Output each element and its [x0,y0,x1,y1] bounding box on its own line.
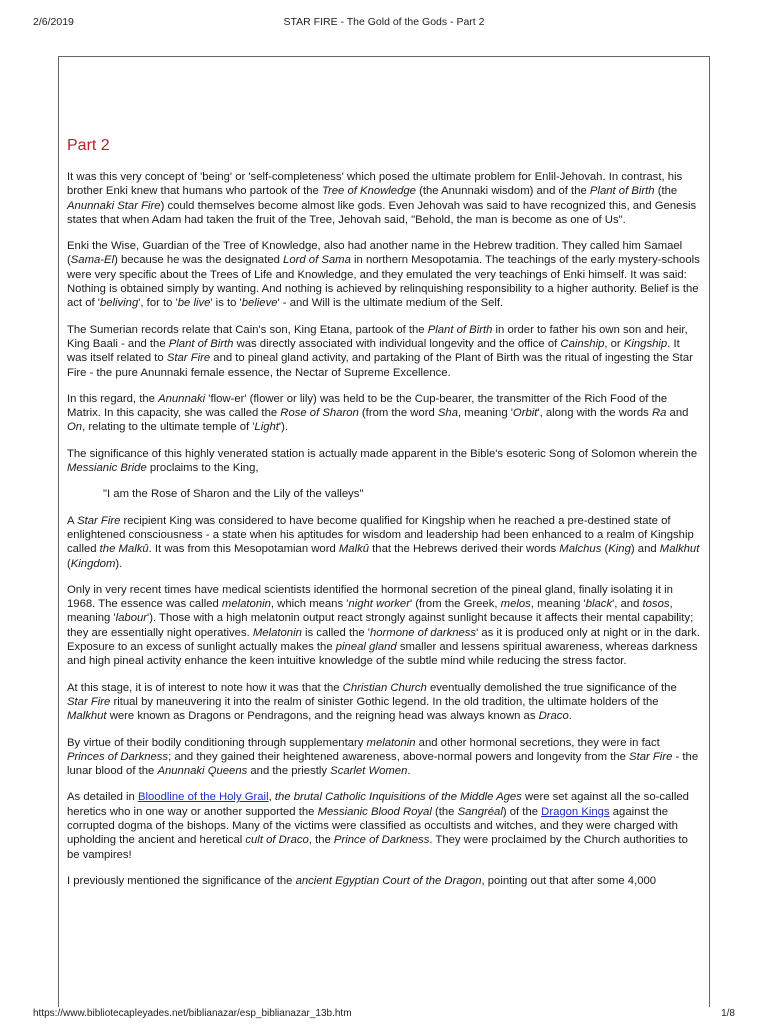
text-run: was directly associated with individual longevity and the office of [233,337,561,350]
paragraph-9 [67,736,700,779]
text-run: and to pineal gland activity, and partaking of the Plant of Birth was the ritual of ingesting the Star Fire - the pure Anunnaki female essence, the Nectar of Supreme Excellence. [67,352,693,379]
paragraph-1 [67,170,700,227]
italic-term: melatonin [366,736,416,749]
italic-term: Star Fire [67,695,111,708]
italic-term: Star Fire [166,352,211,365]
text-run: It was this very concept of 'being' or 'self-completeness' which posed the ultimate problem for Enlil-Jehovah. In contrast, his brother Enki knew that humans who partook of the [67,171,683,198]
italic-term: beliving [99,297,139,310]
italic-term: Messianic Blood Royal [317,805,432,818]
text-run: in order to father his own son and heir, King Baali - and the [67,323,688,350]
text-run: ( [67,557,71,570]
text-run: ', and [612,598,643,611]
text-run: , relating to the ultimate temple of ' [82,421,255,434]
text-run: , pointing out that after some 4,000 [481,874,657,887]
text-run: ) of the [502,805,542,818]
text-run: '). Those with a high melatonin output react strongly against sunlight because it affects their mental capability; they are essentially night operatives. [67,612,694,639]
print-date: 2/6/2019 [33,16,74,28]
print-title: STAR FIRE - The Gold of the Gods - Part 2 [283,16,485,28]
italic-term: Anunnaki Star Fire [67,199,161,212]
italic-term: Plant of Birth [427,323,493,336]
text-run: , the [308,834,334,847]
italic-term: melatonin [221,598,271,611]
text-run: I previously mentioned the significance of the [67,874,296,887]
print-url: https://www.bibliotecapleyades.net/biblianazar/esp_biblianazar_13b.htm [33,1008,352,1019]
italic-term: Lord of Sama [283,254,351,267]
italic-term: Star Fire [77,514,121,527]
text-run: The significance of this highly venerated station is actually made apparent in the Bible's esoteric Song of Solomon wherein the [67,447,698,460]
italic-term: King [608,543,631,556]
text-run: . It was from this Mesopotamian word [148,543,339,556]
paragraph-5 [67,447,700,476]
text-run: ) because he was the designated [114,254,284,267]
italic-term: Tree of Knowledge [321,185,416,198]
italic-term: Plant of Birth [589,185,655,198]
text-run: smaller and lessens spiritual awareness, whereas darkness and high pineal activity enhance the keen intuitive knowledge of the subtle mind while reducing the stress factor. [67,641,698,668]
text-run: were set against all the so-called heretics who in one way or another supported the [67,791,689,818]
page-number: 1/8 [721,1008,735,1019]
text-run: ' - and Will is the ultimate medium of the Self. [277,297,504,310]
text-run: eventually demolished the true significance of the [426,681,677,694]
italic-term: Sama-El [70,254,115,267]
text-run: , meaning ' [530,598,586,611]
text-run: ', for to ' [138,297,178,310]
text-run: and the priestly [247,765,331,778]
text-run: proclaims to the King, [146,462,259,475]
italic-term: Christian Church [342,681,427,694]
paragraph-4 [67,392,700,435]
text-run: . They were proclaimed by the Church authorities to be vampires! [67,834,688,861]
text-run: . [568,710,572,723]
text-run: 'flow-er' (flower or lily) was held to be the Cup-bearer, the transmitter of the Rich Food of the Matrix. In this capacity, she was called the [67,392,668,420]
italic-term: tosos [642,598,670,611]
italic-term: black [585,598,613,611]
italic-term: Rose of Sharon [280,407,359,420]
paragraph-3 [67,323,700,380]
text-run: ' is to ' [210,297,242,310]
italic-term: melos [500,598,531,611]
text-run: '). [278,421,288,434]
text-run: (the [654,185,678,198]
text-run: , meaning ' [67,598,673,625]
text-run: Enki the Wise, Guardian of the Tree of Knowledge, also had another name in the Hebrew tradition. They called him Samael ( [67,240,683,267]
italic-term: believe [241,297,278,310]
text-run: As detailed in [67,791,138,804]
italic-term: Kingdom [70,557,116,570]
italic-term: be live [177,297,211,310]
article-content [67,137,700,900]
text-run: At this stage, it is of interest to note how it was that the [67,681,343,694]
text-run: ( [601,543,609,556]
text-run: ). [115,557,123,570]
paragraph-11 [67,874,700,888]
italic-term: Melatonin [252,626,302,639]
italic-term: night worker [348,598,410,611]
paragraph-10 [67,790,700,861]
italic-term: Star Fire [629,750,673,763]
italic-term: Malkhut [67,710,107,723]
paragraph-7 [67,583,700,669]
text-run: , [268,791,275,804]
italic-term: Kingship [623,337,668,350]
article-frame [58,56,710,1007]
italic-term: On [67,421,83,434]
text-run: ) and [630,543,660,556]
italic-term: Malchus [559,543,602,556]
text-run: The Sumerian records relate that Cain's son, King Etana, partook of the [67,323,428,336]
italic-term: Sangréal [457,805,503,818]
italic-term: Light [254,421,279,434]
italic-term: Orbit [512,407,538,420]
text-run: (the Anunnaki wisdom) and of the [415,185,590,198]
text-run: ' as it is produced only at night or in the dark. Exposure to an excess of sunlight actually makes the [67,626,700,654]
italic-term: Anunnaki [158,392,206,405]
text-run: A [67,514,78,527]
italic-term: the Malkû [99,543,149,556]
italic-term: labour [115,612,148,625]
text-run: (the [431,805,458,818]
italic-term: Messianic Bride [67,462,147,475]
text-run: and other hormonal secretions, they were in fact [415,736,660,749]
italic-term: Plant of Birth [168,337,234,350]
paragraph-8 [67,681,700,724]
text-run: recipient King was considered to have become qualified for Kingship when he reached a pre-destined state of enlightened consciousness - a state when his aptitudes for wisdom and leadership had been enhanced to a realm of Kingship called [67,514,694,556]
paragraph-6 [67,514,700,571]
text-run: ' (from the Greek, [409,598,501,611]
italic-term: Draco [538,710,569,723]
italic-term: Cainship [560,337,605,350]
italic-term: Malkhut [659,543,700,556]
text-run: , meaning ' [458,407,513,420]
paragraph-2 [67,239,700,310]
italic-term: Anunnaki Queens [157,765,248,778]
text-run: . It was itself related to [67,337,680,365]
text-run: ', along with the words [537,407,652,420]
italic-term: Ra [651,407,667,420]
text-run: , or [604,337,624,350]
italic-term: Prince of Darkness [333,834,430,847]
text-run: Only in very recent times have medical scientists identified the hormonal secretion of the pineal gland, finally isolating it in 1968. The essence was called [67,583,673,611]
italic-term: ancient Egyptian Court of the Dragon [295,874,482,887]
italic-term: Princes of Darkness [67,750,169,763]
italic-term: hormone of darkness [369,626,477,639]
italic-term: Malkû [338,543,370,556]
text-run: - the lunar blood of the [67,750,699,778]
text-run: . [407,765,411,778]
italic-term: Scarlet Women [330,765,408,778]
print-footer [33,1008,735,1022]
text-run: , which means ' [270,598,349,611]
text-run: ; and they gained their heightened awareness, above-normal powers and longevity from the [168,750,630,763]
print-header [33,16,735,30]
text-run: against the corrupted dogma of the bishops. Many of the victims were classified as occultists and witches, and they were charged with upholding the ancient and heretical [67,805,678,847]
text-run: ritual by maneuvering it into the realm of sinister Gothic legend. In the old tradition, the ultimate holders of the [110,695,659,708]
text-run: were known as Dragons or Pendragons, and the reigning head was always known as [106,710,539,723]
text-run: In this regard, the [67,392,159,405]
italic-term: cult of Draco [245,834,309,847]
text-run: that the Hebrews derived their words [369,543,560,556]
block-quote: "I am the Rose of Sharon and the Lily of the valleys" [103,488,364,501]
text-run: in northern Mesopotamia. The teachings of the early mystery-schools were very specific about the Trees of Life and Knowledge, and they emulated the very teachings of Enki himself. It was said: Nothing is obtained simply by wanting. And nothing is achieved by relinquishing responsibility to a higher authority. Belief is the act of ' [67,254,700,310]
dragon-kings-link[interactable]: Dragon Kings [541,805,610,818]
italic-term: pineal gland [335,641,397,654]
text-run: ) could themselves become almost like gods. Even Jehovah was said to have recognized this, and Genesis states that when Adam had taken the fruit of the Tree, Jehovah said, "Behold, the man is become as one of Us". [67,199,697,226]
section-heading: Part 2 [67,137,110,154]
bloodline-link[interactable]: Bloodline of the Holy Grail [137,791,269,804]
text-run: (from the word [358,407,438,420]
text-run: is called the ' [301,626,370,639]
text-run: and [666,407,689,420]
italic-term: Sha [437,407,458,420]
text-run: By virtue of their bodily conditioning through supplementary [67,736,367,749]
italic-term: the brutal Catholic Inquisitions of the Middle Ages [274,791,522,804]
